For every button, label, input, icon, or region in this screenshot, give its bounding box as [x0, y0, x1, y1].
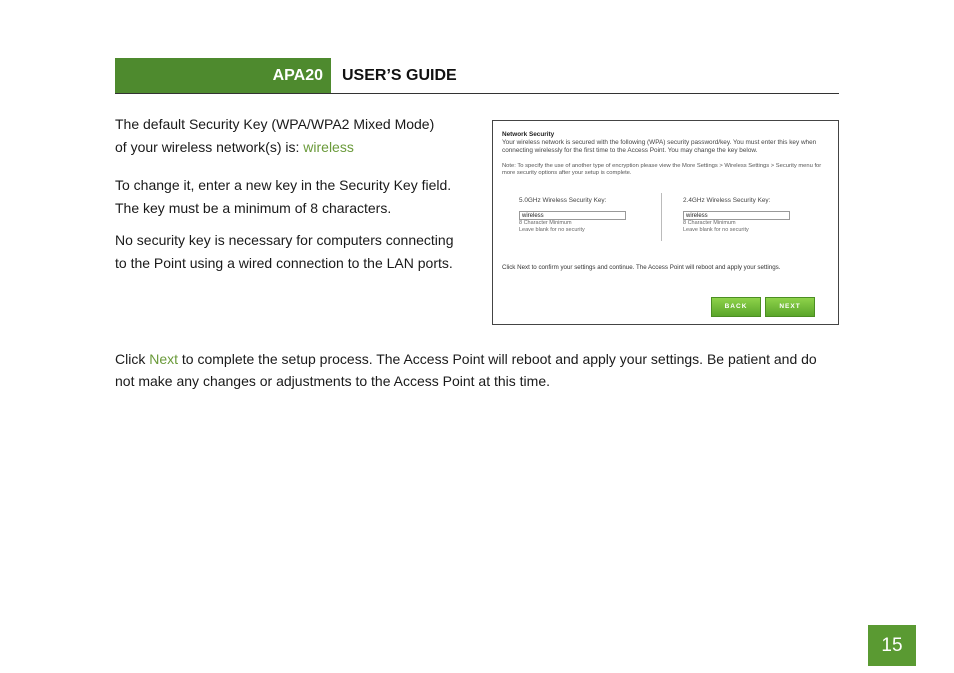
header-product-label: APA20: [115, 58, 331, 93]
complete-setup-paragraph: [115, 348, 839, 392]
change-key-paragraph: [115, 174, 475, 220]
header-title: USER’S GUIDE: [342, 66, 457, 84]
default-key-line2: [115, 136, 475, 159]
column-divider: [661, 193, 662, 241]
key-5ghz-hint-blank: Leave blank for no security: [519, 227, 585, 233]
back-button[interactable]: BACK: [711, 297, 761, 317]
change-key-line1: To change it, enter a new key in the Security Key field.: [115, 177, 452, 193]
page-number: 15: [868, 625, 916, 666]
key-24ghz-hint-blank: Leave blank for no security: [683, 227, 749, 233]
wired-note-paragraph: [115, 229, 485, 275]
default-key-line1: The default Security Key (WPA/WPA2 Mixed Mode): [115, 116, 435, 132]
key-5ghz-hint-min: 8 Character Minimum: [519, 220, 572, 226]
wired-note-line2: to the Point using a wired connection to the LAN ports.: [115, 255, 453, 271]
screenshot-confirm-text: Click Next to confirm your settings and continue. The Access Point will reboot and apply your settings.: [502, 264, 781, 271]
network-security-screenshot: [492, 120, 839, 325]
next-button[interactable]: NEXT: [765, 297, 815, 317]
default-key-value: wireless: [303, 139, 354, 155]
key-24ghz-group: [683, 197, 813, 234]
screenshot-note: Note: To specify the use of another type of encryption please view the More Settings > Wireless Settings > Security menu for more security options after your setup is complete.: [502, 163, 822, 176]
key-5ghz-input[interactable]: wireless: [519, 211, 626, 220]
key-24ghz-label: 2.4GHz Wireless Security Key:: [683, 197, 771, 204]
header-divider: [115, 93, 839, 94]
default-key-paragraph: [115, 113, 475, 159]
complete-setup-rest: to complete the setup process. The Access Point will reboot and apply your settings. Be patient and do not make any changes or adjustments to the Access Point at this time.: [115, 351, 817, 389]
wired-note-line1: No security key is necessary for computers connecting: [115, 232, 454, 248]
screenshot-title: Network Security: [502, 131, 555, 138]
complete-setup-prefix: Click: [115, 351, 150, 367]
key-5ghz-group: [519, 197, 649, 234]
screenshot-description: Your wireless network is secured with the following (WPA) security password/key. You must enter this key when connecting wirelessly for the first time to the Access Point. You may change the key below.: [502, 139, 817, 154]
default-key-prefix: of your wireless network(s) is:: [115, 139, 304, 155]
complete-setup-next-word: Next: [149, 351, 179, 367]
key-5ghz-label: 5.0GHz Wireless Security Key:: [519, 197, 607, 204]
change-key-line2: The key must be a minimum of 8 characters.: [115, 200, 392, 216]
key-24ghz-input[interactable]: wireless: [683, 211, 790, 220]
key-24ghz-hint-min: 8 Character Minimum: [683, 220, 736, 226]
